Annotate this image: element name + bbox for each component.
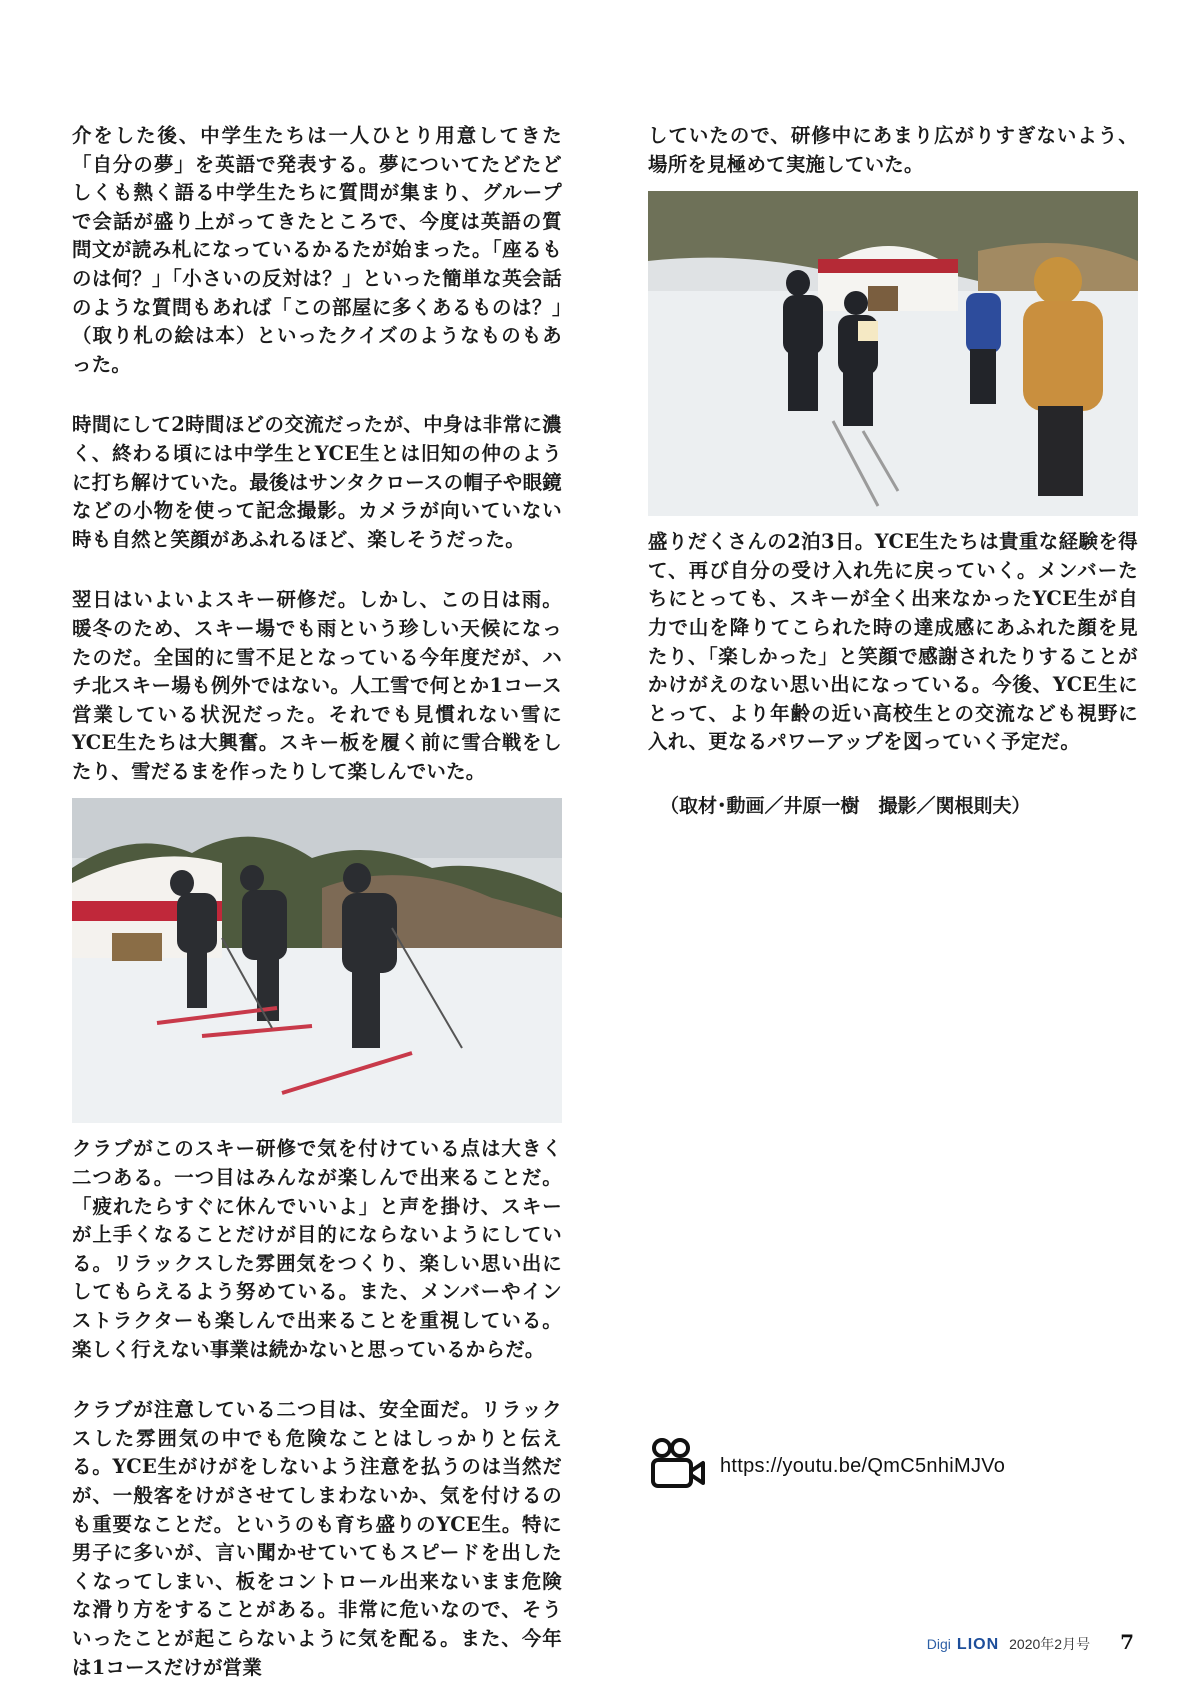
paragraph: クラブが注意している二つ目は、安全面だ。リラックスした雰囲気の中でも危険なことはしっかりと伝える。YCE生がけがをしないよう注意を払うのは当然だが、一般客をけがさせてしまわないか、気を付けるのも重要なことだ。というのも育ち盛りのYCE生。特に男子に多いが、言い聞かせていてもスピードを出したくなってしまい、板をコントロール出来ないまま危険な滑り方をすることがある。非常に危いなので、そういったことが起こらないように気を配る。また、今年は1コースだけが営業 [72,1398,562,1679]
paragraph: 介をした後、中学生たちは一人ひとり用意してきた「自分の夢」を英語で発表する。夢についてたどたどしくも熱く語る中学生たちに質問が集まり、グループで会話が盛り上がってきたところで、今度は英語の質問文が読み札になっているかるたが始まった。「座るものは何？」「小さいの反対は？」といった簡単な英会話のような質問もあれば「この部屋に多くあるものは？」（取り札の絵は本）といったクイズのようなものもあった。 [72,124,562,376]
paragraph: 時間にして2時間ほどの交流だったが、中身は非常に濃く、終わる頃には中学生とYCE生とは旧知の仲のように打ち解けていた。最後はサンタクロースの帽子や眼鏡などの小物を使って記念撮影。カメラが向いていない時も自然と笑顔があふれるほど、楽しそうだった。 [72,413,562,551]
ski-group-photo [648,191,1138,516]
photo-credit: （取材･動画／井原一樹 撮影／関根則夫） [660,794,1031,817]
page-footer [927,1630,1134,1654]
paragraph: 翌日はいよいよスキー研修だ。しかし、この日は雨。暖冬のため、スキー場でも雨という珍しい天候になったのだ。全国的に雪不足となっている今年度だが、ハチ北スキー場も例外ではない。人工雪で何とか1コース営業している状況だった。それでも見慣れない雪にYCE生たちは大興奮。スキー板を履く前に雪合戦をしたり、雪だるまを作ったりして楽しんでいた。 [72,588,562,783]
video-camera-icon [650,1438,706,1494]
page-number: 7 [1120,1630,1134,1654]
paragraph: していたので、研修中にあまり広がりすぎないよう、場所を見極めて実施していた。 [648,124,1138,176]
video-url-link[interactable]: https://youtu.be/QmC5nhiMJVo [720,1454,1006,1477]
right-column [648,122,1138,818]
ski-lesson-photo [72,798,562,1123]
left-column [72,122,562,1682]
magazine-name-digi: Digi [926,1636,951,1652]
paragraph: 盛りだくさんの2泊3日。YCE生たちは貴重な経験を得て、再び自分の受け入れ先に戻っていく。メンバーたちにとっても、スキーが全く出来なかったYCE生が自力で山を降りてこられた時の達成感にあふれた顔を見たり、「楽しかった」と笑顔で感謝されたりすることがかけがえのない思い出になっている。今後、YCE生にとって、より年齢の近い高校生との交流なども視野に入れ、更なるパワーアップを図っていく予定だ。 [648,530,1138,754]
paragraph: クラブがこのスキー研修で気を付けている点は大きく二つある。一つ目はみんなが楽しんで出来ることだ。「疲れたらすぐに休んでいいよ」と声を掛け、スキーが上手くなることだけが目的にならないようにしている。リラックスした雰囲気をつくり、楽しい思い出にしてもらえるよう努めている。また、メンバーやインストラクターも楽しんで出来ることを重視している。楽しく行えない事業は続かないと思っているからだ。 [72,1137,562,1361]
magazine-name-lion: LION [956,1636,1000,1653]
video-link[interactable] [650,1438,1005,1494]
issue-date: 2020年2月号 [1009,1636,1091,1652]
